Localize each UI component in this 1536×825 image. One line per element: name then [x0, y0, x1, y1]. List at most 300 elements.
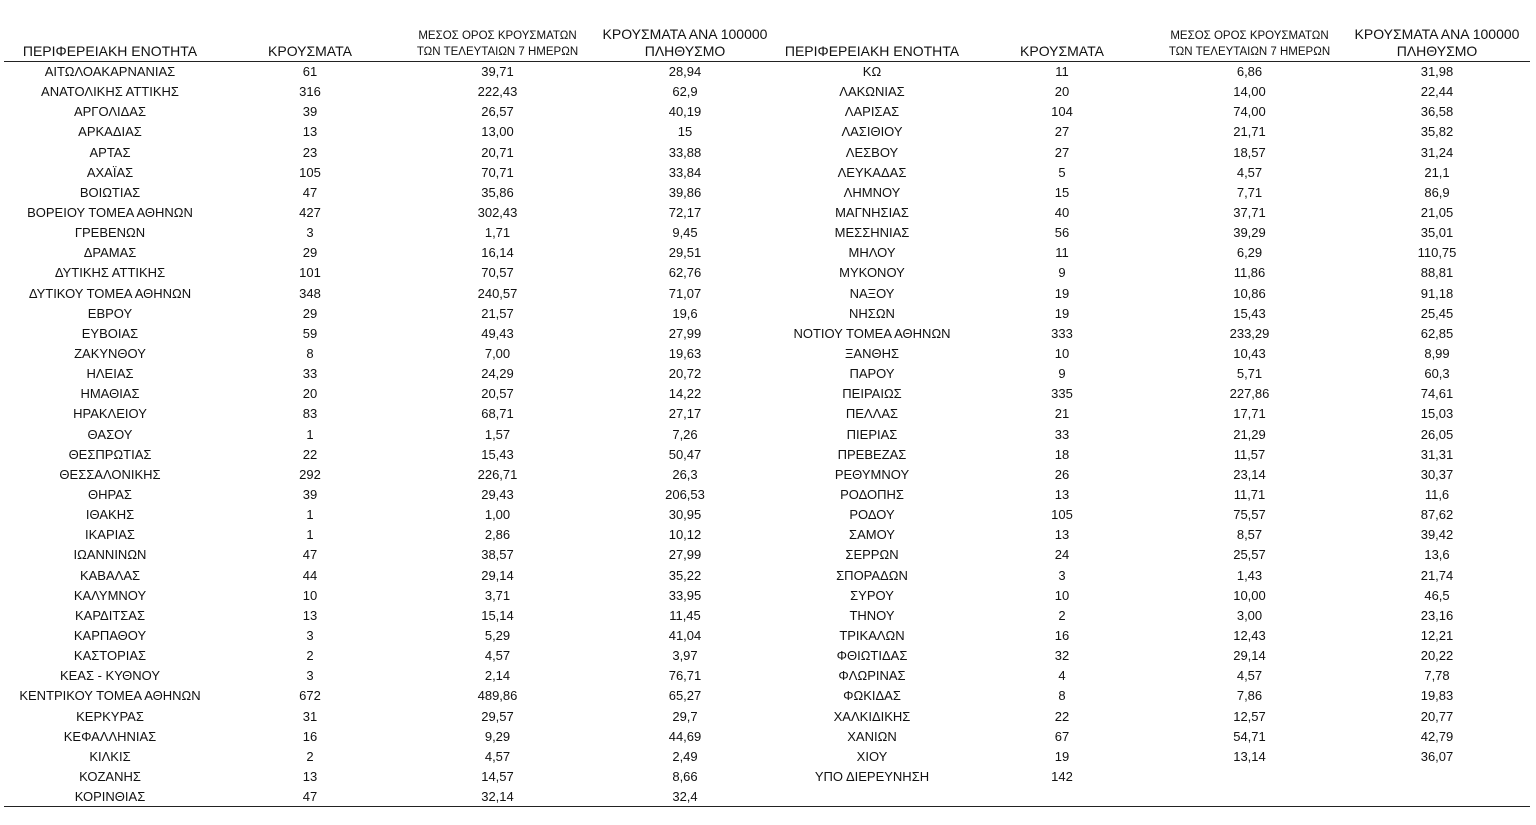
region-cell: ΖΑΚΥΝΘΟΥ [74, 345, 146, 361]
per100k-cell: 29,7 [672, 708, 698, 724]
cases-cell: 292 [299, 466, 321, 482]
per100k-cell: 76,71 [668, 668, 702, 684]
region-cell: ΝΑΞΟΥ [849, 285, 895, 301]
per100k-cell: 2,49 [672, 748, 698, 764]
table-row [0, 586, 780, 606]
header-region: ΠΕΡΙΦΕΡΕΙΑΚΗ ΕΝΟΤΗΤΑ [22, 43, 198, 59]
cases-cell: 3 [306, 627, 314, 643]
per100k-cell: 39,86 [668, 184, 702, 200]
per100k-cell: 50,47 [668, 446, 702, 462]
per100k-cell: 35,82 [1420, 124, 1454, 140]
table-row [752, 767, 1532, 787]
avg7-cell: 17,71 [1233, 406, 1266, 422]
avg7-cell: 12,43 [1233, 627, 1266, 643]
region-cell: ΚΩ [862, 64, 882, 79]
table-row [752, 102, 1532, 122]
left-rows [0, 62, 780, 807]
avg7-cell: 1,57 [484, 426, 511, 442]
cases-cell: 13 [1054, 486, 1070, 502]
region-cell: ΛΕΥΚΑΔΑΣ [837, 164, 907, 180]
cases-cell: 1 [306, 426, 314, 442]
region-cell: ΗΜΑΘΙΑΣ [80, 386, 140, 402]
avg7-cell: 29,14 [1233, 648, 1266, 664]
region-cell: ΡΕΘΥΜΝΟΥ [834, 466, 910, 482]
region-cell: ΚΟΖΑΝΗΣ [79, 768, 141, 784]
table-row [0, 223, 780, 243]
avg7-cell: 10,00 [1233, 587, 1266, 603]
per100k-cell: 31,98 [1420, 64, 1454, 79]
table-row [752, 364, 1532, 384]
table-row [752, 586, 1532, 606]
region-cell: ΦΛΩΡΙΝΑΣ [838, 668, 906, 684]
region-cell: ΚΕΝΤΡΙΚΟΥ ΤΟΜΕΑ ΑΘΗΝΩΝ [19, 688, 201, 704]
cases-cell: 316 [299, 84, 321, 100]
table-row [0, 404, 780, 424]
table-row [752, 143, 1532, 163]
per100k-cell: 72,17 [668, 204, 702, 220]
per100k-cell: 33,95 [668, 587, 702, 603]
avg7-cell: 240,57 [477, 285, 518, 301]
region-cell: ΛΕΣΒΟΥ [845, 144, 899, 160]
avg7-cell: 2,14 [484, 668, 511, 684]
per100k-cell: 42,79 [1420, 728, 1454, 744]
region-cell: ΛΑΡΙΣΑΣ [844, 104, 900, 120]
table-row [0, 465, 780, 485]
table-row [0, 425, 780, 445]
per100k-cell: 62,85 [1420, 325, 1454, 341]
cases-cell: 19 [1054, 305, 1070, 321]
cases-cell: 19 [1054, 285, 1070, 301]
per100k-cell: 206,53 [665, 486, 705, 502]
table-row [752, 505, 1532, 525]
per100k-cell: 41,04 [668, 627, 702, 643]
region-cell: ΒΟΙΩΤΙΑΣ [79, 184, 141, 200]
avg7-cell: 38,57 [481, 547, 514, 563]
avg7-cell: 10,43 [1233, 345, 1266, 361]
region-cell: ΑΡΤΑΣ [89, 144, 131, 160]
cases-cell: 47 [302, 789, 318, 805]
region-cell: ΚΑΡΠΑΘΟΥ [73, 627, 147, 643]
per100k-cell: 35,22 [668, 567, 702, 583]
avg7-cell: 1,71 [484, 225, 511, 241]
cases-cell: 142 [1051, 768, 1073, 784]
per100k-cell: 36,07 [1420, 748, 1454, 764]
region-cell: ΠΕΛΛΑΣ [845, 406, 899, 422]
avg7-cell: 18,57 [1233, 144, 1266, 160]
table-row [0, 82, 780, 102]
region-cell: ΚΑΡΔΙΤΣΑΣ [74, 607, 146, 623]
table-row [752, 425, 1532, 445]
avg7-cell: 54,71 [1233, 728, 1266, 744]
region-cell: ΙΚΑΡΙΑΣ [85, 527, 135, 543]
per100k-cell: 39,42 [1420, 527, 1454, 543]
region-cell: ΚΑΒΑΛΑΣ [79, 567, 141, 583]
per100k-cell: 36,58 [1420, 104, 1454, 120]
header-cases: ΚΡΟΥΣΜΑΤΑ [268, 43, 352, 59]
region-cell: ΧΑΛΚΙΔΙΚΗΣ [833, 708, 911, 724]
cases-cell: 105 [299, 164, 321, 180]
per100k-cell: 31,31 [1420, 446, 1454, 462]
table-row [752, 747, 1532, 767]
avg7-cell: 3,00 [1236, 607, 1263, 623]
region-cell: ΤΡΙΚΑΛΩΝ [839, 627, 905, 643]
avg7-cell: 5,29 [484, 627, 511, 643]
table-row [0, 102, 780, 122]
region-cell: ΦΩΚΙΔΑΣ [843, 688, 901, 704]
avg7-cell: 24,29 [481, 366, 514, 382]
region-cell: ΜΗΛΟΥ [848, 245, 896, 261]
header-avg7-line1: ΜΕΣΟΣ ΟΡΟΣ ΚΡΟΥΣΜΑΤΩΝ [418, 30, 577, 42]
avg7-cell: 29,57 [481, 708, 514, 724]
table-row [752, 626, 1532, 646]
header-per100k-line2: ΠΛΗΘΥΣΜΟ [644, 43, 726, 59]
region-cell: ΙΘΑΚΗΣ [85, 507, 135, 523]
table-row [0, 767, 780, 787]
region-cell: ΝΟΤΙΟΥ ΤΟΜΕΑ ΑΘΗΝΩΝ [793, 325, 951, 341]
avg7-cell: 68,71 [481, 406, 514, 422]
avg7-cell: 74,00 [1233, 104, 1266, 120]
table-row [0, 787, 780, 807]
cases-cell: 39 [302, 486, 318, 502]
header-avg7-line2: ΤΩΝ ΤΕΛΕΥΤΑΙΩΝ 7 ΗΜΕΡΩΝ [1168, 46, 1331, 58]
region-cell: ΞΑΝΘΗΣ [844, 345, 900, 361]
avg7-cell: 8,57 [1236, 527, 1263, 543]
per100k-cell: 33,84 [668, 164, 702, 180]
cases-cell: 101 [299, 265, 321, 281]
cases-cell: 59 [302, 325, 318, 341]
avg7-cell: 226,71 [477, 466, 518, 482]
avg7-cell: 29,14 [481, 567, 514, 583]
avg7-cell: 14,57 [481, 768, 514, 784]
table-row [0, 707, 780, 727]
table-row [0, 666, 780, 686]
region-cell: ΘΗΡΑΣ [88, 486, 132, 502]
header-region: ΠΕΡΙΦΕΡΕΙΑΚΗ ΕΝΟΤΗΤΑ [784, 43, 960, 59]
region-cell: ΠΑΡΟΥ [849, 366, 895, 382]
table-row [752, 284, 1532, 304]
table-row [0, 727, 780, 747]
cases-cell: 15 [1054, 184, 1070, 200]
table-row [752, 445, 1532, 465]
cases-cell: 13 [302, 768, 318, 784]
per100k-cell: 10,12 [668, 527, 702, 543]
cases-cell: 1 [306, 527, 314, 543]
header-avg7-line1: ΜΕΣΟΣ ΟΡΟΣ ΚΡΟΥΣΜΑΤΩΝ [1170, 30, 1329, 42]
per100k-cell: 26,05 [1420, 426, 1454, 442]
cases-cell: 56 [1054, 225, 1070, 241]
cases-cell: 5 [1058, 164, 1066, 180]
per100k-cell: 30,37 [1420, 466, 1454, 482]
table-row [752, 525, 1532, 545]
region-cell: ΣΕΡΡΩΝ [845, 547, 899, 563]
cases-cell: 21 [1054, 406, 1070, 422]
cases-cell: 33 [302, 366, 318, 382]
table-row [752, 183, 1532, 203]
cases-cell: 40 [1054, 204, 1070, 220]
region-cell: ΕΒΡΟΥ [87, 305, 133, 321]
region-cell: ΑΝΑΤΟΛΙΚΗΣ ΑΤΤΙΚΗΣ [41, 84, 179, 100]
cases-cell: 20 [1054, 84, 1070, 100]
avg7-cell: 3,71 [484, 587, 511, 603]
cases-cell: 26 [1054, 466, 1070, 482]
table-row [752, 566, 1532, 586]
region-cell: ΘΑΣΟΥ [87, 426, 133, 442]
per100k-cell: 19,83 [1420, 688, 1454, 704]
avg7-cell: 4,57 [1236, 668, 1263, 684]
avg7-cell: 13,00 [481, 124, 514, 140]
region-cell: ΚΕΑΣ - ΚΥΘΝΟΥ [59, 668, 161, 684]
region-cell: ΜΑΓΝΗΣΙΑΣ [835, 204, 909, 220]
table-row [752, 163, 1532, 183]
cases-cell: 9 [1058, 366, 1066, 382]
table-row [752, 304, 1532, 324]
region-cell: ΔΡΑΜΑΣ [83, 245, 137, 261]
cases-cell: 67 [1054, 728, 1070, 744]
avg7-cell: 6,86 [1236, 64, 1263, 79]
per100k-cell: 31,24 [1420, 144, 1454, 160]
avg7-cell: 26,57 [481, 104, 514, 120]
table-row [752, 243, 1532, 263]
region-cell: ΦΘΙΩΤΙΔΑΣ [836, 648, 908, 664]
right-table [752, 0, 1520, 825]
table-row [752, 263, 1532, 283]
region-cell: ΑΧΑΪΑΣ [86, 164, 134, 180]
cases-cell: 11 [1055, 64, 1069, 79]
avg7-cell: 14,00 [1233, 84, 1266, 100]
avg7-cell: 4,57 [1236, 164, 1263, 180]
table-row [0, 606, 780, 626]
cases-cell: 16 [1054, 627, 1070, 643]
region-cell: ΛΑΣΙΘΙΟΥ [841, 124, 903, 140]
cases-cell: 105 [1051, 507, 1073, 523]
per100k-cell: 62,76 [668, 265, 702, 281]
cases-cell: 3 [306, 225, 314, 241]
avg7-cell: 21,29 [1233, 426, 1266, 442]
header-cases: ΚΡΟΥΣΜΑΤΑ [1020, 43, 1104, 59]
header-per100k-line1: ΚΡΟΥΣΜΑΤΑ ΑΝΑ 100000 [1354, 26, 1520, 42]
region-cell: ΚΑΛΥΜΝΟΥ [73, 587, 147, 603]
avg7-cell: 1,00 [484, 507, 511, 523]
region-cell: ΤΗΝΟΥ [849, 607, 895, 623]
per100k-cell: 27,99 [668, 547, 702, 563]
table-row [0, 566, 780, 586]
cases-cell: 47 [302, 184, 318, 200]
table-row [752, 606, 1532, 626]
cases-cell: 27 [1054, 144, 1070, 160]
per100k-cell: 40,19 [668, 104, 702, 120]
cases-cell: 13 [1054, 527, 1070, 543]
cases-cell: 19 [1054, 748, 1070, 764]
cases-cell: 23 [302, 144, 318, 160]
per100k-cell: 27,99 [668, 325, 702, 341]
table-row [0, 163, 780, 183]
cases-cell: 3 [1058, 567, 1066, 583]
per100k-cell: 32,4 [672, 789, 698, 805]
table-row [0, 203, 780, 223]
avg7-cell: 37,71 [1233, 204, 1266, 220]
per100k-cell: 8,66 [672, 768, 698, 784]
per100k-cell: 29,51 [668, 245, 702, 261]
table-row [0, 143, 780, 163]
cases-cell: 672 [299, 688, 321, 704]
cases-cell: 2 [306, 748, 314, 764]
per100k-cell: 62,9 [672, 84, 698, 100]
avg7-cell: 20,57 [481, 386, 514, 402]
table-row [0, 545, 780, 565]
region-cell: ΚΑΣΤΟΡΙΑΣ [73, 648, 147, 664]
per100k-cell: 20,77 [1420, 708, 1454, 724]
region-cell: ΛΑΚΩΝΙΑΣ [839, 84, 905, 100]
region-cell: ΥΠΟ ΔΙΕΡΕΥΝΗΣΗ [814, 768, 930, 784]
region-cell: ΗΛΕΙΑΣ [86, 366, 134, 382]
per100k-cell: 88,81 [1420, 265, 1454, 281]
cases-cell: 24 [1054, 547, 1070, 563]
avg7-cell: 20,71 [481, 144, 514, 160]
per100k-cell: 86,9 [1424, 184, 1450, 200]
region-cell: ΣΥΡΟΥ [850, 587, 894, 603]
region-cell: ΠΕΙΡΑΙΩΣ [842, 386, 902, 402]
table-row [752, 223, 1532, 243]
table-row [0, 525, 780, 545]
cases-cell: 29 [302, 245, 318, 261]
table-row [752, 545, 1532, 565]
cases-cell: 44 [302, 567, 318, 583]
avg7-cell: 11,86 [1233, 265, 1266, 281]
table-row [752, 122, 1532, 142]
region-cell: ΔΥΤΙΚΟΥ ΤΟΜΕΑ ΑΘΗΝΩΝ [28, 285, 192, 301]
table-row [752, 203, 1532, 223]
cases-cell: 20 [302, 386, 318, 402]
cases-cell: 427 [299, 204, 321, 220]
region-cell: ΧΑΝΙΩΝ [847, 728, 897, 744]
per100k-cell: 35,01 [1420, 225, 1454, 241]
cases-cell: 1 [306, 507, 314, 523]
table-row [752, 404, 1532, 424]
table-row [752, 727, 1532, 747]
per100k-cell: 11,45 [669, 607, 701, 623]
table-row [0, 243, 780, 263]
per100k-cell: 15,03 [1420, 406, 1454, 422]
avg7-cell: 21,71 [1233, 124, 1266, 140]
cases-cell: 47 [302, 547, 318, 563]
table-row [0, 122, 780, 142]
cases-cell: 4 [1058, 668, 1066, 684]
per100k-cell: 23,16 [1420, 607, 1454, 623]
region-cell: ΚΕΦΑΛΛΗΝΙΑΣ [63, 728, 157, 744]
per100k-cell: 33,88 [668, 144, 702, 160]
per100k-cell: 21,05 [1420, 204, 1454, 220]
avg7-cell: 75,57 [1233, 507, 1266, 523]
cases-cell: 32 [1054, 648, 1070, 664]
table-row [752, 324, 1532, 344]
cases-cell: 11 [1055, 245, 1069, 261]
region-cell: ΚΟΡΙΝΘΙΑΣ [74, 789, 146, 805]
cases-cell: 335 [1051, 386, 1073, 402]
per100k-cell: 91,18 [1420, 285, 1454, 301]
header-per100k-line1: ΚΡΟΥΣΜΑΤΑ ΑΝΑ 100000 [602, 26, 768, 42]
region-cell: ΧΙΟΥ [856, 748, 888, 764]
region-cell: ΣΑΜΟΥ [849, 527, 895, 543]
table-row [0, 324, 780, 344]
cases-cell: 22 [1054, 708, 1070, 724]
per100k-cell: 21,1 [1424, 164, 1450, 180]
region-cell: ΣΠΟΡΑΔΩΝ [836, 567, 908, 583]
avg7-cell: 302,43 [477, 204, 518, 220]
avg7-cell: 21,57 [481, 305, 514, 321]
avg7-cell: 4,57 [484, 648, 511, 664]
region-cell: ΕΥΒΟΙΑΣ [81, 325, 139, 341]
avg7-cell: 233,29 [1229, 325, 1270, 341]
per100k-cell: 7,26 [672, 426, 698, 442]
avg7-cell: 5,71 [1236, 366, 1263, 382]
cases-cell: 27 [1054, 124, 1070, 140]
avg7-cell: 49,43 [481, 325, 514, 341]
region-cell: ΡΟΔΟΠΗΣ [840, 486, 904, 502]
region-cell: ΜΥΚΟΝΟΥ [839, 265, 905, 281]
avg7-cell: 39,29 [1233, 225, 1266, 241]
cases-cell: 333 [1051, 325, 1073, 341]
per100k-cell: 27,17 [668, 406, 702, 422]
region-cell: ΓΡΕΒΕΝΩΝ [74, 225, 146, 241]
avg7-cell: 12,57 [1233, 708, 1266, 724]
avg7-cell: 7,00 [484, 345, 511, 361]
per100k-cell: 46,5 [1424, 587, 1450, 603]
per100k-cell: 71,07 [668, 285, 702, 301]
region-cell: ΙΩΑΝΝΙΝΩΝ [73, 547, 147, 563]
avg7-cell: 13,14 [1233, 748, 1266, 764]
region-cell: ΔΥΤΙΚΗΣ ΑΤΤΙΚΗΣ [54, 265, 166, 281]
table-row [752, 344, 1532, 364]
per100k-cell: 7,78 [1424, 668, 1450, 684]
avg7-cell: 15,43 [1233, 305, 1266, 321]
cases-cell: 16 [302, 728, 318, 744]
header-avg7-line2: ΤΩΝ ΤΕΛΕΥΤΑΙΩΝ 7 ΗΜΕΡΩΝ [416, 46, 579, 58]
table-row [0, 747, 780, 767]
per100k-cell: 14,22 [668, 386, 702, 402]
table-row [0, 626, 780, 646]
cases-cell: 10 [302, 587, 318, 603]
per100k-cell: 110,75 [1417, 245, 1457, 261]
cases-cell: 9 [1058, 265, 1066, 281]
table-row [752, 465, 1532, 485]
cases-cell: 29 [302, 305, 318, 321]
cases-cell: 3 [306, 668, 314, 684]
avg7-cell: 23,14 [1233, 466, 1266, 482]
table-row [752, 485, 1532, 505]
cases-cell: 8 [1058, 688, 1066, 704]
avg7-cell: 2,86 [484, 527, 511, 543]
cases-cell: 13 [302, 607, 318, 623]
avg7-cell: 70,71 [481, 164, 514, 180]
avg7-cell: 39,71 [481, 64, 514, 79]
avg7-cell: 10,86 [1233, 285, 1266, 301]
table-row [0, 284, 780, 304]
table-row [752, 707, 1532, 727]
region-cell: ΚΙΛΚΙΣ [89, 748, 131, 764]
cases-cell: 18 [1054, 446, 1070, 462]
region-cell: ΜΕΣΣΗΝΙΑΣ [834, 225, 910, 241]
avg7-cell: 11,71 [1233, 486, 1266, 502]
table-row [0, 505, 780, 525]
region-cell: ΘΕΣΣΑΛΟΝΙΚΗΣ [59, 466, 161, 482]
avg7-cell: 15,14 [481, 607, 514, 623]
region-cell: ΠΙΕΡΙΑΣ [846, 426, 898, 442]
avg7-cell: 7,71 [1236, 184, 1263, 200]
per100k-cell: 26,3 [672, 466, 698, 482]
per100k-cell: 15 [677, 124, 693, 140]
cases-cell: 83 [302, 406, 318, 422]
avg7-cell: 489,86 [477, 688, 518, 704]
